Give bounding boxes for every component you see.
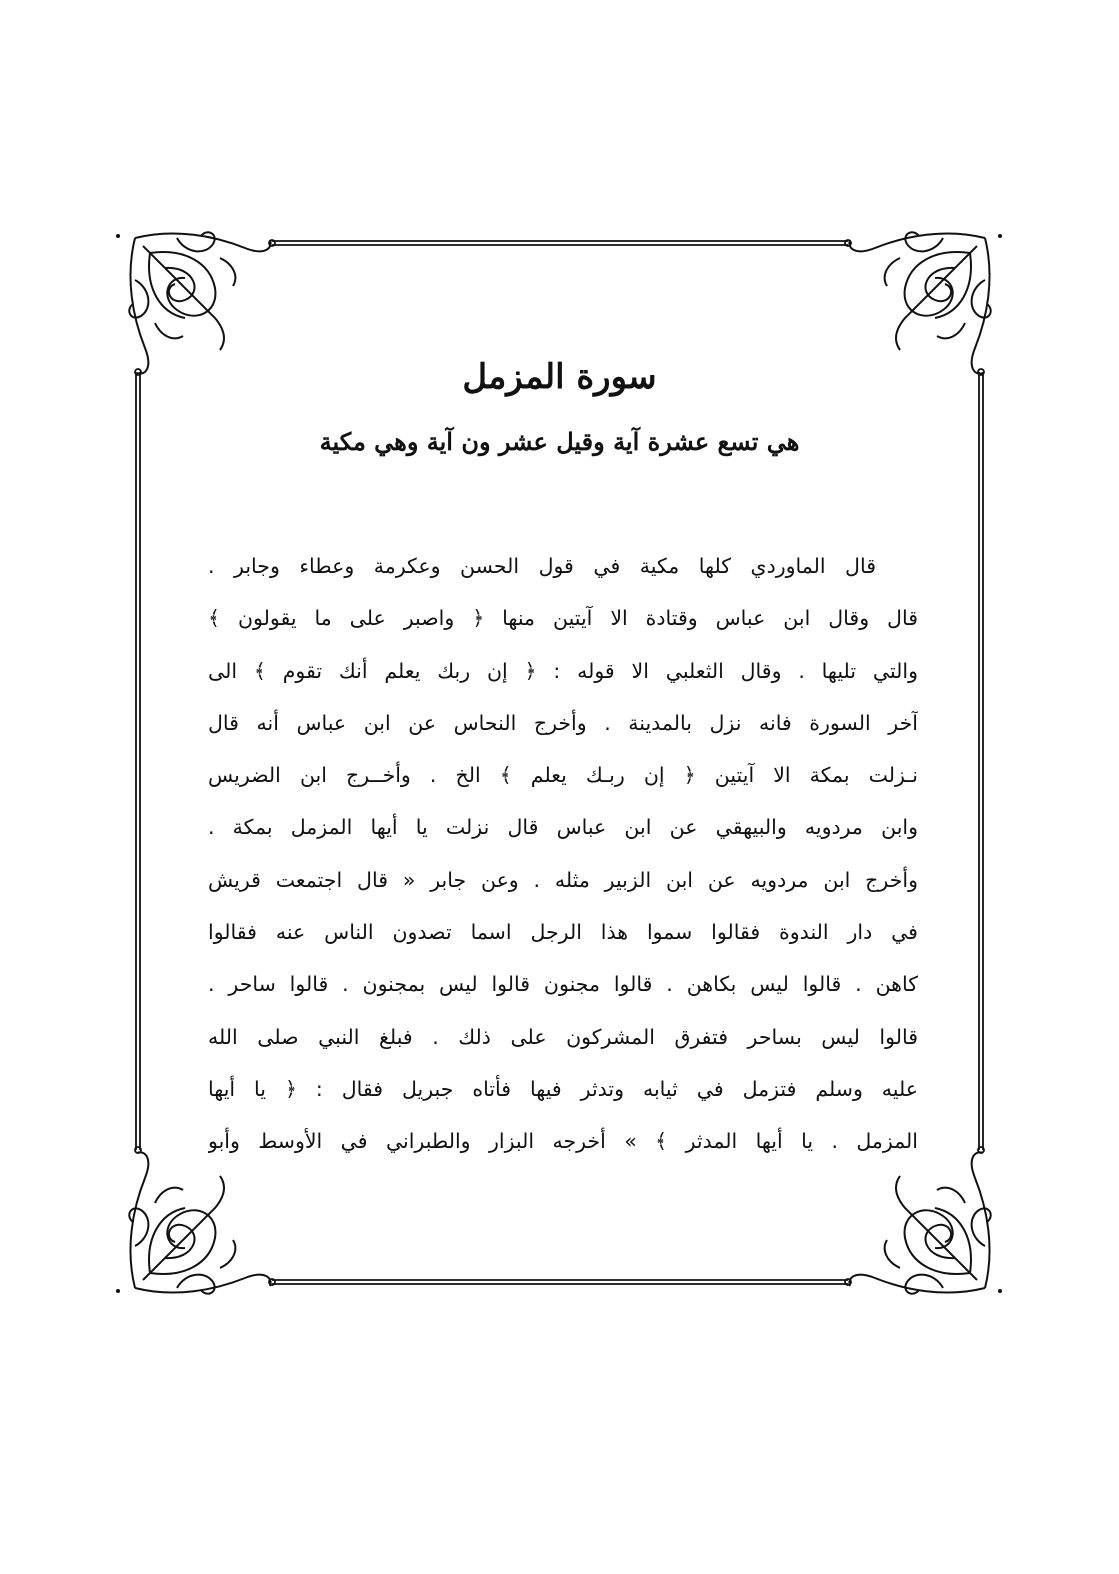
- text-line: عليه وسلم فتزمل في ثيابه وتدثر فيها فأتاه جبريل فقال : ﴿ يا أيها: [208, 1076, 918, 1101]
- surah-title: سورة المزمل: [462, 357, 657, 397]
- text-line: قال الماوردي كلها مكية في قول الحسن وعكرمة وعطاء وجابر .: [208, 554, 876, 578]
- body-text: [208, 540, 918, 1168]
- corner-ornament-bottom-right: [845, 1148, 1005, 1308]
- text-line: المزمل . يا أيها المدثر ﴾ » أخرجه البزار والطبراني في الأوسط وأبو: [208, 1129, 918, 1154]
- text-line: وأخرج ابن مردويه عن ابن الزبير مثله . وعن جابر « قال اجتمعت قريش: [208, 867, 918, 892]
- text-line: قالوا ليس بساحر فتفرق المشركون على ذلك . فبلغ النبي صلى الله: [208, 1024, 918, 1049]
- text-line: آخر السورة فانه نزل بالمدينة . وأخرج النحاس عن ابن عباس أنه قال: [208, 710, 918, 735]
- text-line: وابن مردويه والبيهقي عن ابن عباس قال نزلت يا أيها المزمل بمكة .: [208, 815, 918, 840]
- surah-subtitle: هي تسع عشرة آية وقيل عشر ون آية وهي مكية: [319, 427, 800, 456]
- text-line: في دار الندوة فقالوا سموا هذا الرجل اسما تصدون الناس عنه فقالوا: [208, 920, 918, 945]
- text-line: والتي تليها . وقال الثعلبي الا قوله : ﴿ إن ربك يعلم أنك تقوم ﴾ الى: [208, 658, 918, 683]
- text-line: قال وقال ابن عباس وقتادة الا آيتين منها ﴿ واصبر على ما يقولون ﴾: [208, 606, 918, 631]
- text-line: نـزلت بمكة الا آيتين ﴿ إن ربـك يعلم ﴾ الخ . وأخــرج ابن الضريس: [208, 763, 918, 788]
- text-line: كاهن . قالوا ليس بكاهن . قالوا مجنون قالوا ليس بمجنون . قالوا ساحر .: [208, 972, 918, 997]
- corner-ornament-bottom-left: [115, 1148, 275, 1308]
